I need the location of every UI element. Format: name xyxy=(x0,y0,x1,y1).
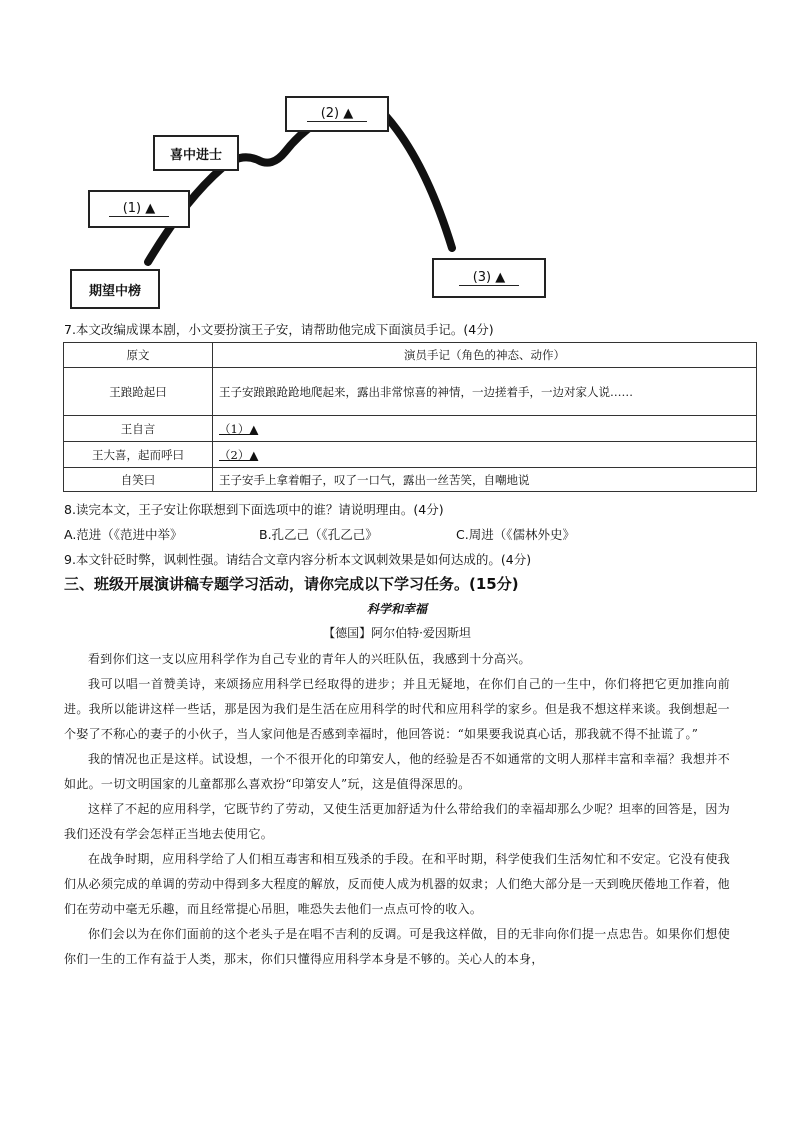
table-row xyxy=(64,416,757,442)
table-row xyxy=(64,468,757,492)
plot-box-jinshi: 喜中进士 xyxy=(153,135,239,171)
table-cell-original: 自笑曰 xyxy=(64,468,213,492)
blank-1[interactable]: (1) ▲ xyxy=(109,201,170,217)
actor-notes-table xyxy=(63,342,757,492)
question-8: 8.读完本文，王子安让你联想到下面选项中的谁？请说明理由。(4分) xyxy=(64,502,444,517)
option-b[interactable]: B.孔乙己（《孔乙己》 xyxy=(259,527,378,542)
table-header-row xyxy=(64,343,757,368)
essay-paragraph: 这样了不起的应用科学，它既节约了劳动，又使生活更加舒适为什么带给我们的幸福却那么少呢？坦率的回答是，因为我们还没有学会怎样正当地去使用它。 xyxy=(64,802,730,841)
table-cell-blank-1[interactable]: （1）▲ xyxy=(213,416,757,442)
question-9: 9.本文针砭时弊，讽刺性强。请结合文章内容分析本文讽刺效果是如何达成的。(4分) xyxy=(64,552,532,567)
table-header-original: 原文 xyxy=(64,343,213,368)
table-cell-original: 王踉跄起曰 xyxy=(64,368,213,416)
essay-paragraph: 我可以唱一首赞美诗，来颂扬应用科学已经取得的进步；并且无疑地，在你们自己的一生中，你们将把它更加推向前进。我所以能讲这样一些话，那是因为我们是生活在应用科学的时代和应用科学的家乡。但是我不想这样来谈。我倒想起一个娶了不称心的妻子的小伙子，当人家问他是否感到幸福时，他回答说：“如果要我说真心话，那我就不得不扯谎了。” xyxy=(64,677,730,741)
table-cell-original: 王自言 xyxy=(64,416,213,442)
option-a[interactable]: A.范进（《范进中举》 xyxy=(64,527,183,542)
section-3-heading: 三、班级开展演讲稿专题学习活动，请你完成以下学习任务。(15分) xyxy=(64,575,519,593)
table-cell-note: 王子安手上拿着帽子，叹了一口气，露出一丝苦笑，自嘲地说 xyxy=(213,468,757,492)
option-c[interactable]: C.周进（《儒林外史》 xyxy=(456,527,575,542)
plot-box-3 xyxy=(432,258,546,298)
essay-paragraph: 在战争时期，应用科学给了人们相互毒害和相互残杀的手段。在和平时期，科学使我们生活匆忙和不安定。它没有使我们从必须完成的单调的劳动中得到多大程度的解放，反而使人成为机器的奴隶；人们绝大部分是一天到晚厌倦地工作着，他们在劳动中毫无乐趣，而且经常提心吊胆，唯恐失去他们一点点可怜的收入。 xyxy=(64,852,730,916)
essay-body xyxy=(64,647,730,972)
table-header-notes: 演员手记（角色的神态、动作） xyxy=(213,343,757,368)
question-7: 7.本文改编成课本剧，小文要扮演王子安，请帮助他完成下面演员手记。(4分) xyxy=(64,322,494,337)
table-cell-note: 王子安踉踉跄跄地爬起来，露出非常惊喜的神情，一边搓着手，一边对家人说…… xyxy=(213,368,757,416)
essay-paragraph: 我的情况也正是这样。试设想，一个不很开化的印第安人，他的经验是否不如通常的文明人那样丰富和幸福？我想并不如此。一切文明国家的儿童都那么喜欢扮“印第安人”玩，这是值得深思的。 xyxy=(64,752,730,791)
blank-2[interactable]: (2) ▲ xyxy=(307,106,368,122)
essay-title: 科学和幸福 xyxy=(366,602,427,616)
blank-3[interactable]: (3) ▲ xyxy=(459,270,520,286)
table-row xyxy=(64,442,757,468)
table-row xyxy=(64,368,757,416)
plot-box-1 xyxy=(88,190,190,228)
plot-box-2 xyxy=(285,96,389,132)
plot-box-start: 期望中榜 xyxy=(70,269,160,309)
essay-paragraph: 你们会以为在你们面前的这个老头子是在唱不吉利的反调。可是我这样做，目的无非向你们提一点忠告。如果你们想使你们一生的工作有益于人类，那末，你们只懂得应用科学本身是不够的。关心人的本身， xyxy=(64,927,730,966)
table-cell-original: 王大喜，起而呼曰 xyxy=(64,442,213,468)
essay-paragraph: 看到你们这一支以应用科学作为自己专业的青年人的兴旺队伍，我感到十分高兴。 xyxy=(88,652,531,666)
table-cell-blank-2[interactable]: （2）▲ xyxy=(213,442,757,468)
essay-author: 【德国】阿尔伯特·爱因斯坦 xyxy=(323,626,471,640)
